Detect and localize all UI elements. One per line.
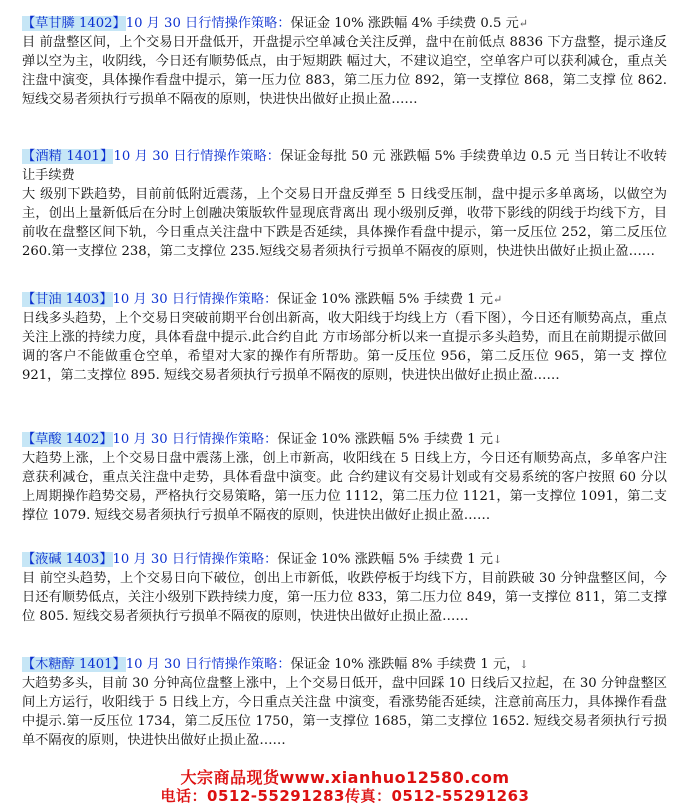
footer-contact: 电话：0512-55291283传真：0512-55291263 [160, 787, 530, 805]
product-tag: 【酒精 1401】 [22, 149, 114, 164]
trade-terms: 保证金 10% 涨跌幅 8% 手续费 1 元， [290, 657, 520, 672]
section-yejian [22, 550, 667, 626]
product-tag: 【草酸 1402】 [22, 432, 113, 447]
section-body: 日线多头趋势，上个交易日突破前期平台创出新高，收大阳线于均线上方（看下图），今日还有顺势高点，重点关注上涨的持续力度，具体看盘中提示.此合约自此 方市场部分析以来一直提示多头趋势，而且在前期提示做回调的客户不能做重仓空单，希望对大家的操作有所帮助。第一反压位 956，第二反压位 965，第一支 撑位 921，第二支撑位 895. 短线交易者须执行亏损单不隔夜的原则，快进快出做好止损止盈…… [22, 311, 667, 383]
product-tag: 【草甘膦 1402】 [22, 16, 126, 31]
section-body: 大 级别下跌趋势，目前前低附近震荡，上个交易日开盘反弹至 5 日线受压制，盘中提示多单离场，以做空为主，创出上量新低后在分时上创融决策版软件显现底背离出 现小级别反弹，收带下影线的阴线于均线下方，目前收在盘整区间下轨，今日重点关注盘中下跌是否延续，具体操作看盘中提示，第一反压位 252，第二反压位 260.第一支撑位 238，第二支撑位 235.短线交易者须执行亏损单不隔夜的原则，快进快出做好止损止盈…… [22, 187, 667, 259]
section-jiujing [22, 147, 667, 261]
return-mark: ↵ [493, 293, 503, 306]
strategy-title: 10 月 30 日行情操作策略： [112, 552, 278, 567]
strategy-title: 10 月 30 日行情操作策略： [112, 432, 278, 447]
footer-website: 大宗商品现货www.xianhuo12580.com [180, 768, 510, 787]
section-heading [22, 14, 667, 33]
product-tag: 【甘油 1403】 [22, 292, 113, 307]
section-heading [22, 430, 667, 449]
strategy-title: 10 月 30 日行情操作策略： [125, 657, 291, 672]
section-ganyou [22, 290, 667, 385]
product-tag: 【木糖醇 1401】 [22, 657, 126, 672]
product-tag: 【液碱 1403】 [22, 552, 113, 567]
section-heading [22, 655, 667, 674]
section-caoganlin [22, 14, 667, 109]
section-body: 大趋势上涨，上个交易日盘中震荡上涨，创上市新高，收阳线在 5 日线上方，今日还有顺势高点，多单客户注意获利减仓，重点关注盘中走势，具体看盘中演变。此 合约建议有交易计划或有交易系统的客户按照 60 分以上周期操作趋势交易，严格执行交易策略，第一压力位 1112，第二压力位 1121，第一支撑位 1091，第二支撑位 1079. 短线交易者须执行亏损单不隔夜的原则，快进快出做好止损止盈…… [22, 451, 667, 523]
return-mark: ↓ [493, 553, 503, 566]
return-mark: ↓ [493, 433, 503, 446]
return-mark: ↓ [519, 658, 529, 671]
section-body: 目 前空头趋势，上个交易日向下破位，创出上市新低，收跌停板于均线下方，目前跌破 30 分钟盘整区间，今日还有顺势低点，关注小级别下跌持续力度，第一压力位 833，第二压力位 849，第一支撑位 811，第二支撑位 805. 短线交易者须执行亏损单不隔夜的原则，快进快出做好止损止盈…… [22, 571, 667, 624]
section-caosuan [22, 430, 667, 525]
trade-terms: 保证金 10% 涨跌幅 4% 手续费 0.5 元 [290, 16, 519, 31]
trade-terms: 保证金 10% 涨跌幅 5% 手续费 1 元 [277, 432, 493, 447]
strategy-title: 10 月 30 日行情操作策略： [125, 16, 291, 31]
section-heading [22, 550, 667, 569]
section-heading [22, 290, 667, 309]
trade-terms: 保证金每批 50 元 涨跌幅 5% 手续费单边 0.5 元 当日转让不收转让手续费 [22, 149, 667, 183]
section-body: 大趋势多头，目前 30 分钟高位盘整上涨中，上个交易日低开，盘中回踩 10 日线后又拉起，在 30 分钟盘整区间上方运行，收阳线于 5 日线上方，今日重点关注盘 中演变，看涨势能否延续，注意前高压力，具体操作看盘中提示.第一反压位 1734，第二反压位 1750，第一支撑位 1685，第二支撑位 1652. 短线交易者须执行亏损单不隔夜的原则，快进快出做好止损止盈…… [22, 676, 667, 748]
trade-terms: 保证金 10% 涨跌幅 5% 手续费 1 元 [277, 552, 493, 567]
strategy-title: 10 月 30 日行情操作策略： [112, 292, 278, 307]
section-mutangchun [22, 655, 667, 750]
section-heading [22, 147, 667, 185]
trade-terms: 保证金 10% 涨跌幅 5% 手续费 1 元 [277, 292, 493, 307]
return-mark: ↵ [518, 17, 528, 30]
section-body: 目 前盘整区间，上个交易日开盘低开，开盘提示空单减仓关注反弹，盘中在前低点 8836 下方盘整，提示逢反弹以空为主，收阴线，今日还有顺势低点，由于短期跌 幅过大，不建议追空，空单客户可以获利减仓，重点关注盘中演变，具体操作看盘中提示，第一压力位 883，第二压力位 892，第一支撑位 868，第二支撑 位 862.短线交易者须执行亏损单不隔夜的原则，快进快出做好止损止盈…… [22, 35, 667, 107]
strategy-title: 10 月 30 日行情操作策略： [113, 149, 281, 164]
